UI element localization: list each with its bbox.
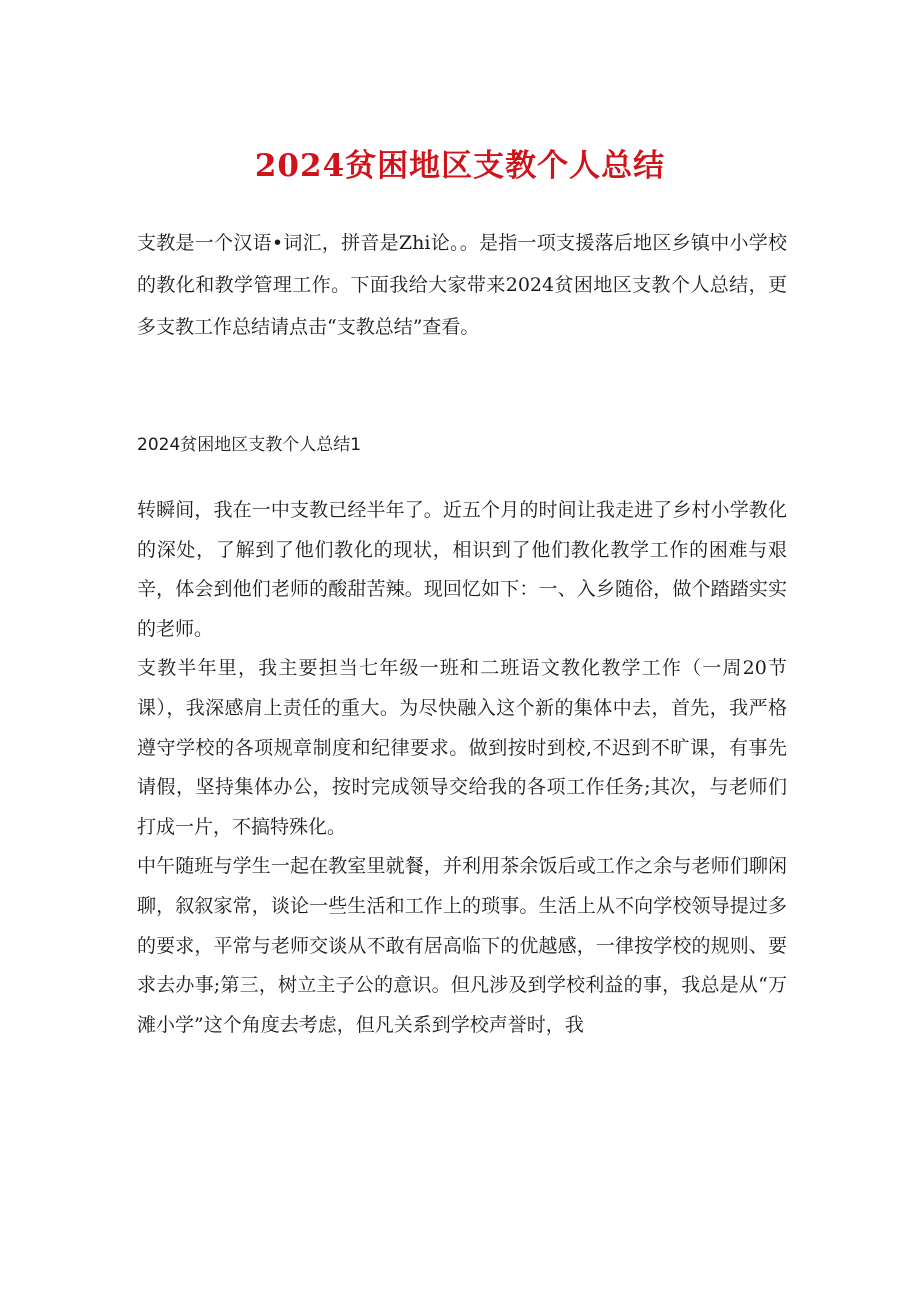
intro-paragraph-block	[137, 222, 787, 348]
body-paragraph-3: 中午随班与学生一起在教室里就餐，并利用茶余饭后或工作之余与老师们聊闲聊，叙叙家常，谈论一些生活和工作上的琐事。生活上从不向学校领导提过多的要求，平常与老师交谈从不敢有居高临下的优越感，一律按学校的规则、要求去办事;第三，树立主子公的意识。但凡涉及到学校利益的事，我总是从“万滩小学”这个角度去考虑，但凡关系到学校声誉时，我	[137, 855, 787, 1036]
body-paragraph-2: 支教半年里，我主要担当七年级一班和二班语文教化教学工作（一周20节课），我深感肩上责任的重大。为尽快融入这个新的集体中去，首先，我严格遵守学校的各项规章制度和纪律要求。做到按时到校,不迟到不旷课，有事先请假，坚持集体办公，按时完成领导交给我的各项工作任务;其次，与老师们打成一片，不搞特殊化。	[137, 657, 787, 838]
document-title: 2024贫困地区支教个人总结	[254, 148, 666, 184]
body-paragraph-1: 转瞬间，我在一中支教已经半年了。近五个月的时间让我走进了乡村小学教化的深处，了解到了他们教化的现状，相识到了他们教化教学工作的困难与艰辛，体会到他们老师的酸甜苦辣。现回忆如下：一、入乡随俗，做个踏踏实实的老师。	[137, 499, 787, 640]
section-content	[137, 491, 787, 1045]
section-heading: 2024贫困地区支教个人总结1	[137, 435, 362, 455]
intro-paragraph: 支教是一个汉语•词汇，拼音是Zhi论。。是指一项支援落后地区乡镇中小学校的教化和教学管理工作。下面我给大家带来2024贫困地区支教个人总结，更多支教工作总结请点击“支教总结”查看。	[137, 232, 787, 338]
